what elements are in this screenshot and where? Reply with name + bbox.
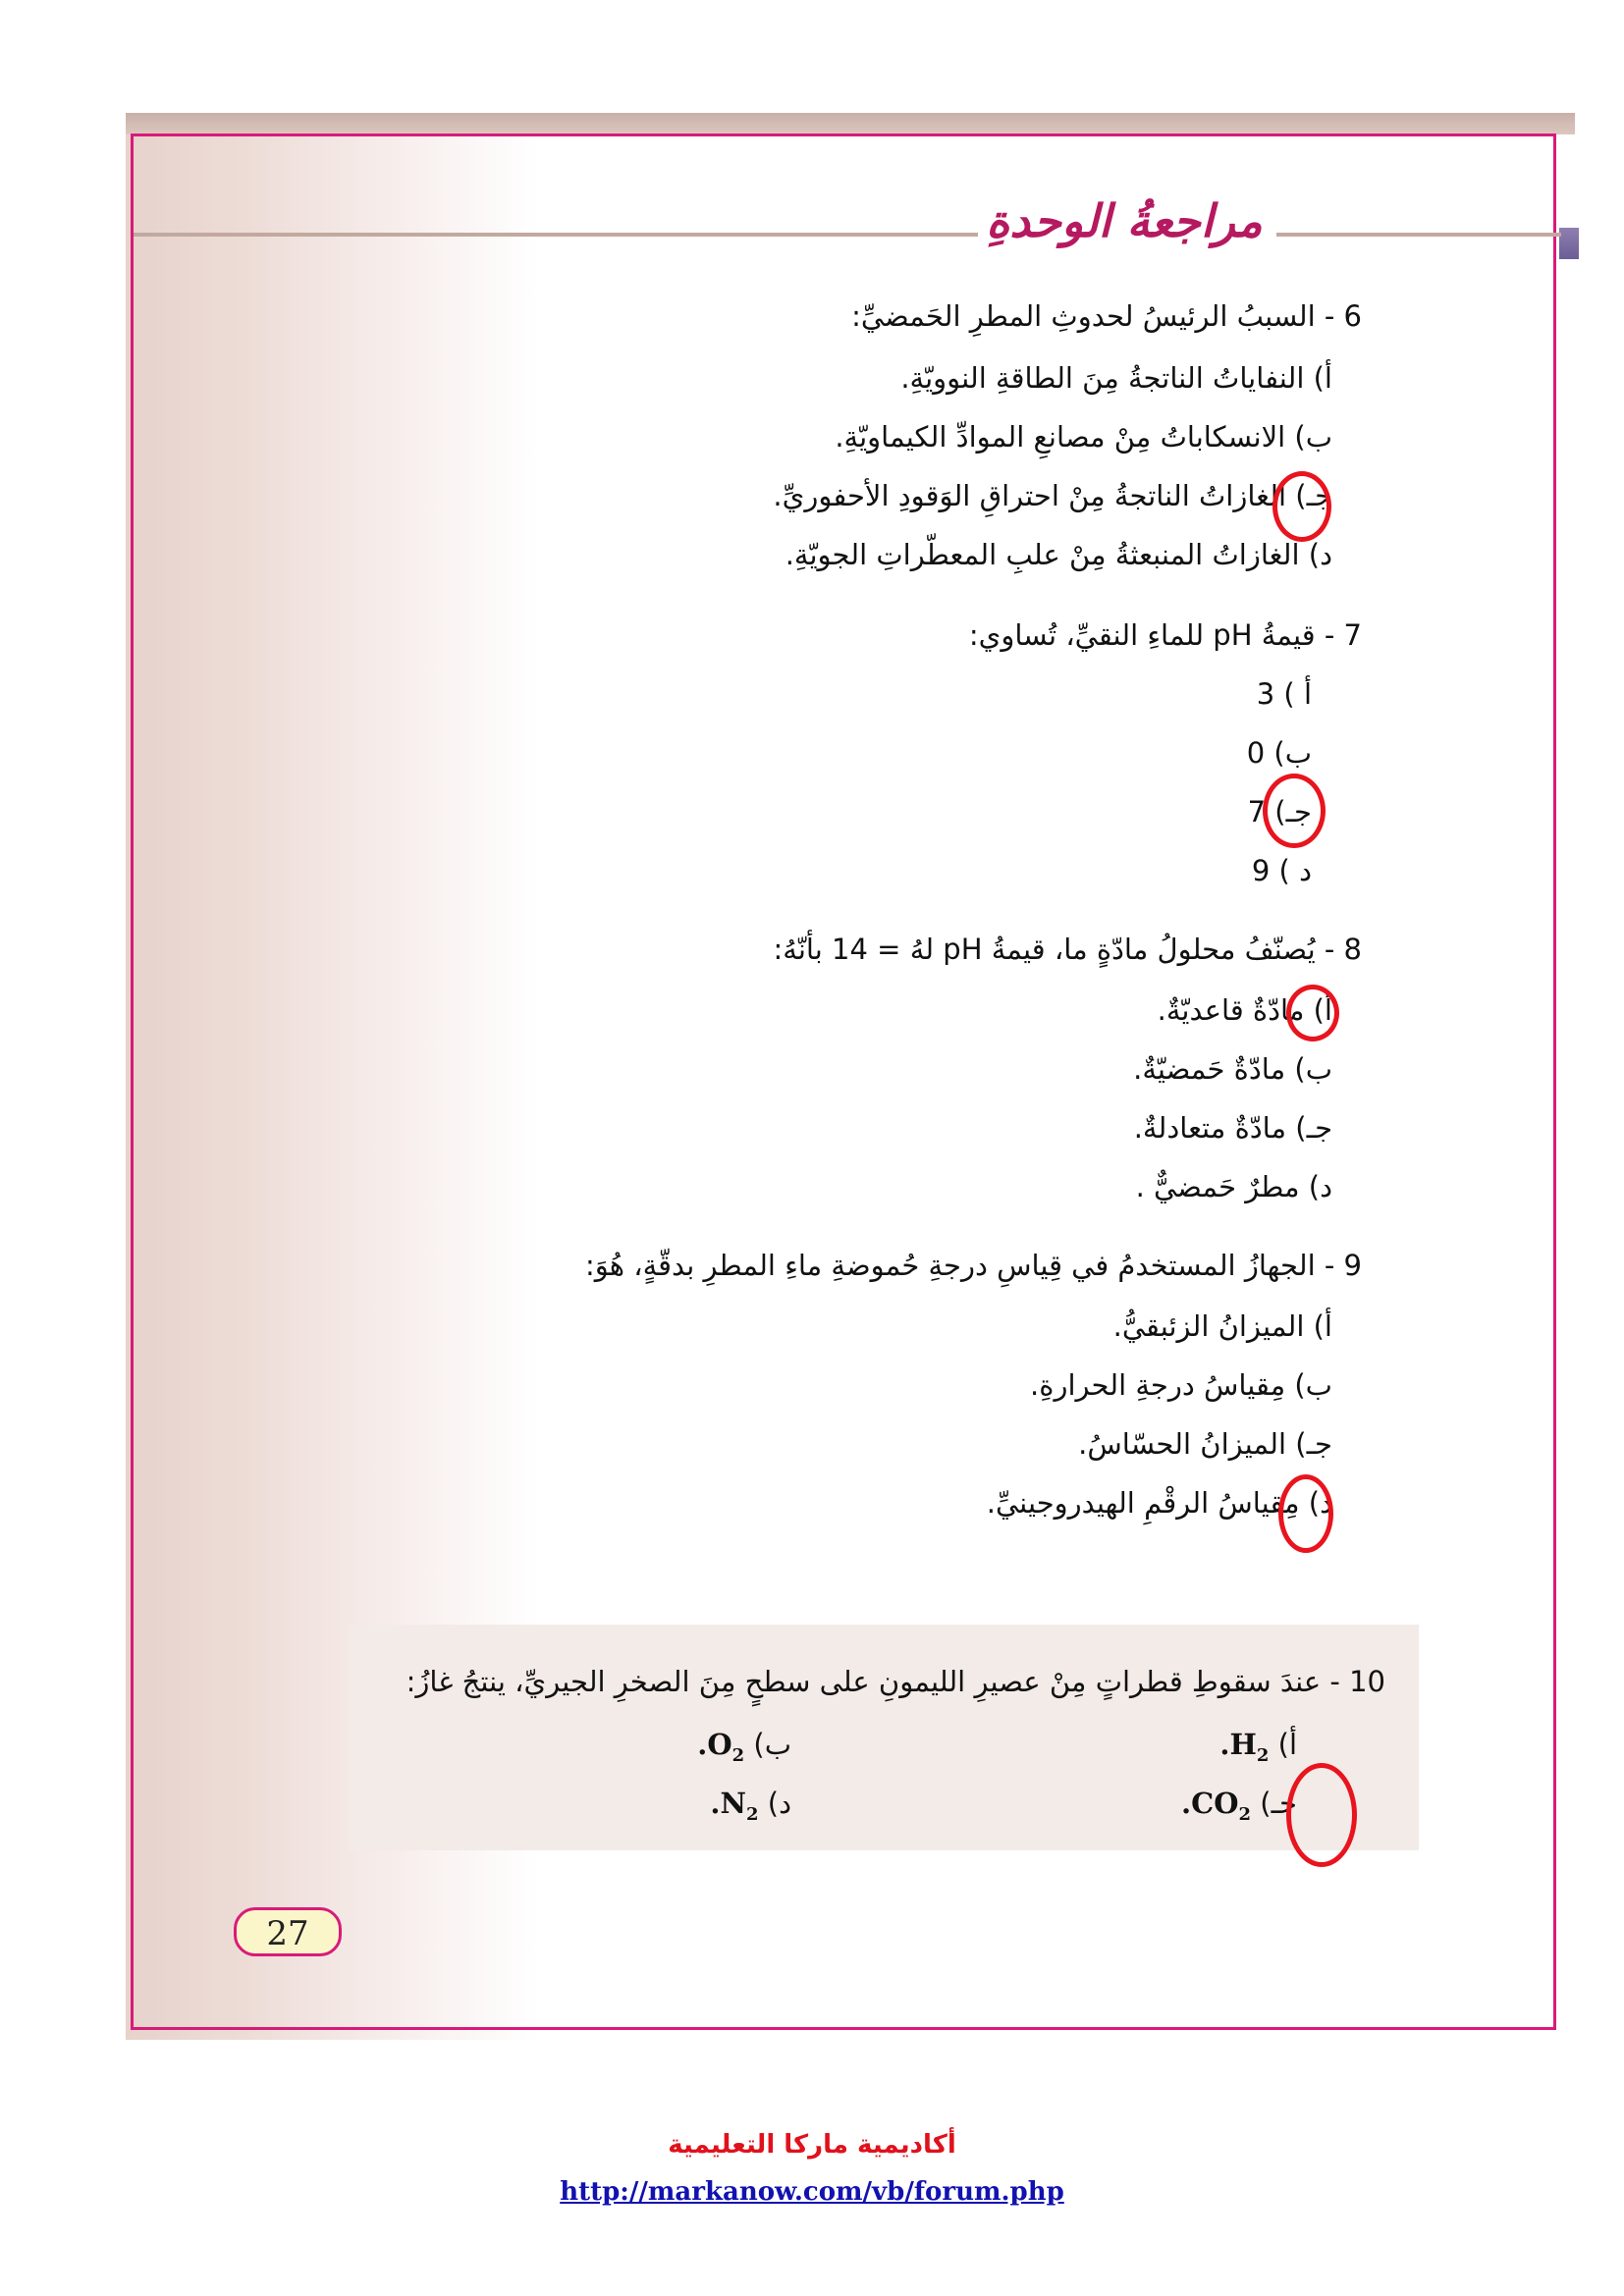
question-9-option-c: جـ) الميزانُ الحسّاسُ. bbox=[1078, 1427, 1332, 1461]
option-c-subscript: 2 bbox=[1238, 1803, 1252, 1825]
right-edge-bar bbox=[1559, 228, 1579, 259]
answer-circle-q7 bbox=[1263, 774, 1326, 848]
question-6-option-c: جـ) الغازاتُ الناتجةُ مِنْ احتراقِ الوَقودِ الأحفوريِّ. bbox=[773, 479, 1332, 512]
option-b-subscript: 2 bbox=[731, 1744, 745, 1766]
footer-academy-name: أكاديمية ماركا التعليمية bbox=[668, 2130, 956, 2160]
question-8-option-d: د) مطرٌ حَمضيٌّ . bbox=[1135, 1170, 1332, 1203]
option-d-formula: N bbox=[720, 1787, 747, 1820]
title-rule-right bbox=[1276, 233, 1561, 237]
question-7-option-a: أ ) 3 bbox=[1256, 677, 1312, 711]
question-9-option-d: د) مِقياسُ الرقْمِ الهيدروجينيِّ. bbox=[986, 1486, 1332, 1520]
question-8-option-b: ب) مادّةٌ حَمضيّةٌ. bbox=[1133, 1052, 1332, 1086]
option-c-formula: CO bbox=[1191, 1787, 1239, 1820]
question-9-option-a: أ) الميزانُ الزئبقيُّ. bbox=[1112, 1309, 1332, 1343]
question-9-option-b: ب) مِقياسُ درجةِ الحرارةِ. bbox=[1030, 1368, 1332, 1402]
option-c-label: جـ) bbox=[1260, 1787, 1297, 1820]
answer-circle-q10 bbox=[1286, 1763, 1357, 1867]
option-a-formula: H bbox=[1229, 1728, 1257, 1761]
option-a-subscript: 2 bbox=[1256, 1744, 1270, 1766]
option-d-subscript: 2 bbox=[746, 1803, 759, 1825]
question-10-stem: 10 - عندَ سقوطِ قطراتٍ مِنْ عصيرِ الليمونِ على سطحٍ مِنَ الصخرِ الجيريِّ، ينتجُ غازُ: bbox=[406, 1665, 1385, 1698]
question-6-option-b: ب) الانسكاباتُ مِنْ مصانعِ الموادِّ الكيماويّةِ. bbox=[835, 420, 1332, 454]
option-d-label: د) bbox=[767, 1787, 791, 1820]
option-b-label: ب) bbox=[753, 1728, 791, 1761]
question-10-option-d: د) $N_2$. bbox=[710, 1787, 791, 1825]
question-8-option-c: جـ) مادّةٌ متعادلةٌ. bbox=[1133, 1111, 1332, 1145]
page-number: 27 bbox=[234, 1907, 342, 1956]
answer-circle-q9 bbox=[1278, 1474, 1333, 1553]
question-8-stem: 8 - يُصنّفُ محلولُ مادّةٍ ما، قيمةُ pH لهُ = 14 بأنّهُ: bbox=[773, 933, 1362, 966]
question-8-option-a: أ) مادّةٌ قاعديّةٌ. bbox=[1157, 993, 1332, 1027]
question-6-option-d: د) الغازاتُ المنبعثةُ مِنْ علبِ المعطّراتِ الجويّةِ. bbox=[785, 538, 1332, 571]
option-a-label: أ) bbox=[1277, 1728, 1297, 1761]
top-strip bbox=[126, 113, 1575, 134]
question-9-stem: 9 - الجهازُ المستخدمُ في قِياسِ درجةِ حُموضةِ ماءِ المطرِ بدقّةٍ، هُوَ: bbox=[584, 1249, 1362, 1282]
question-6-stem: 6 - السببُ الرئيسُ لحدوثِ المطرِ الحَمضيِّ: bbox=[851, 299, 1362, 333]
unit-review-title: مراجعةُ الوحدةِ bbox=[986, 194, 1263, 247]
answer-circle-q6 bbox=[1272, 471, 1331, 542]
option-b-formula: O bbox=[707, 1728, 732, 1761]
question-6-option-a: أ) النفاياتُ الناتجةُ مِنَ الطاقةِ النوويّةِ. bbox=[900, 361, 1332, 395]
question-10-option-c: جـ) $CO_2$. bbox=[1181, 1787, 1297, 1825]
title-rule-left bbox=[134, 233, 978, 237]
question-7-stem: 7 - قيمةُ pH للماءِ النقيِّ، تُساوي: bbox=[968, 618, 1362, 652]
answer-circle-q8 bbox=[1286, 985, 1339, 1041]
question-7-option-b: ب) 0 bbox=[1246, 736, 1312, 770]
question-7-option-c: جـ) 7 bbox=[1247, 795, 1312, 828]
question-10-option-a: أ) $H_2$. bbox=[1219, 1728, 1297, 1766]
footer-link[interactable]: http://markanow.com/vb/forum.php bbox=[560, 2177, 1064, 2207]
question-10-option-b: ب) $O_2$. bbox=[697, 1728, 791, 1766]
question-7-option-d: د ) 9 bbox=[1251, 854, 1312, 887]
